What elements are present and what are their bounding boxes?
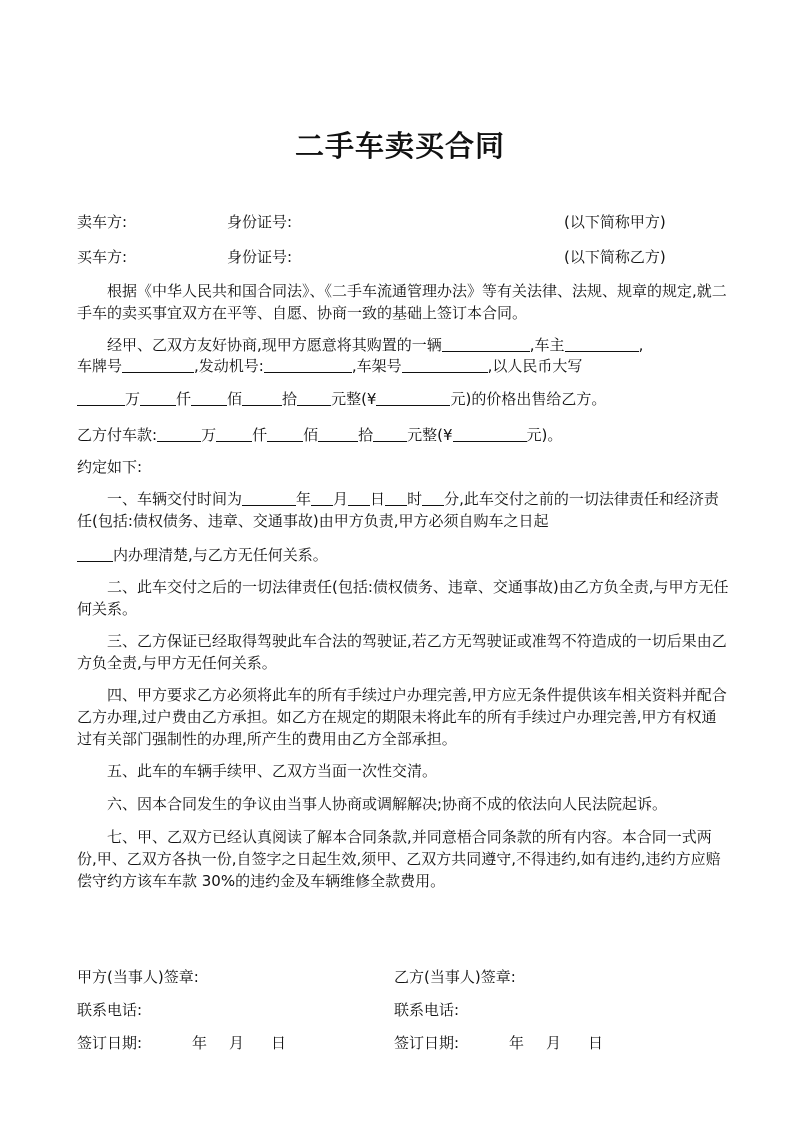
pay-wan: 万: [201, 426, 217, 444]
page-title: 二手车卖买合同: [294, 129, 505, 163]
seller-id-label: 身份证号:: [227, 213, 293, 231]
pay-shi-blank: [318, 425, 358, 442]
price-yuan: 元整(¥: [331, 390, 377, 408]
pay-bai: 佰: [303, 426, 319, 444]
engine-blank: [264, 356, 352, 373]
pay-qian: 仟: [252, 426, 268, 444]
date-day: 日: [271, 1034, 287, 1052]
date-year: 年: [509, 1034, 525, 1052]
date-label: 签订日期:: [77, 1034, 143, 1052]
engine-label: ,发动机号:: [194, 357, 264, 375]
pay-amount-blank: [453, 425, 527, 442]
party-b-signature: 乙方(当事人)签章:: [394, 968, 516, 986]
month-blank: [311, 489, 333, 506]
clause-1-a: 一、车辆交付时间为: [107, 490, 243, 508]
price-yuan-blank: [297, 389, 331, 406]
comma-text: ,: [638, 336, 644, 354]
vehicle-text-a: 经甲、乙双方友好协商,现甲方愿意将其购置的一辆: [107, 336, 442, 354]
seller-label: 卖车方:: [77, 213, 128, 231]
date-month: 月: [229, 1034, 245, 1052]
clause-1-day: 日: [370, 490, 386, 508]
buyer-row: [77, 246, 666, 268]
frame-label: ,车架号: [351, 357, 402, 375]
payment-label: 乙方付车款:: [77, 426, 158, 444]
price-amount-blank: [376, 389, 450, 406]
vehicle-line-2: [77, 355, 582, 377]
date-month: 月: [546, 1034, 562, 1052]
vehicle-line-1: [107, 334, 643, 356]
pay-yuan: 元整(¥: [407, 426, 453, 444]
clause-1-tail: [77, 544, 328, 566]
party-a-signature: 甲方(当事人)签章:: [77, 968, 199, 986]
clause-2: 二、此车交付之后的一切法律责任(包括:债权债务、违章、交通事故)由乙方负全责,与甲方无任何关系。: [77, 578, 729, 618]
buyer-label: 买车方:: [77, 248, 128, 266]
clause-5: 五、此车的车辆手续甲、乙双方当面一次性交清。: [107, 762, 438, 780]
price-bai-blank: [191, 389, 227, 406]
owner-text: ,车主: [529, 336, 565, 354]
plate-blank: [122, 356, 194, 373]
intro-paragraph: 根据《中华人民共和国合同法》、《二手车流通管理办法》等有关法律、法规、规章的规定,就二手车的卖买事宜双方在平等、自愿、协商一致的基础上签订本合同。: [77, 282, 727, 322]
pay-end: 元)。: [526, 426, 563, 444]
date-label: 签订日期:: [394, 1034, 460, 1052]
price-bai: 佰: [227, 390, 243, 408]
clause-1: [77, 488, 729, 532]
rmb-label: ,以人民币大写: [487, 357, 583, 375]
seller-note: (以下简称甲方): [564, 213, 666, 231]
seller-row: [77, 211, 666, 233]
date-day: 日: [588, 1034, 604, 1052]
payment-line: [77, 424, 562, 446]
price-qian-blank: [140, 389, 176, 406]
price-end: 元)的价格出售给乙方。: [450, 390, 607, 408]
agree-heading: 约定如下:: [77, 458, 143, 476]
minute-blank: [422, 489, 444, 506]
clause-1-g: 内办理清楚,与乙方无任何关系。: [113, 546, 328, 564]
buyer-id-label: 身份证号:: [227, 248, 293, 266]
clause-1-year: 年: [296, 490, 312, 508]
price-line: [77, 388, 606, 410]
pay-yuan-blank: [373, 425, 407, 442]
party-b-date: [394, 1032, 624, 1054]
clause-7: 七、甲、乙双方已经认真阅读了解本合同条款,并同意梧合同条款的所有内容。本合同一式两份,甲、乙双方各执一份,自签字之日起生效,须甲、乙双方共同遵守,不得违约,如有违约,违约方应赔偿守约方该车车款 30%的违约金及车辆维修全款费用。: [77, 828, 721, 890]
party-a-date: [77, 1032, 307, 1054]
pay-bai-blank: [267, 425, 303, 442]
date-year: 年: [192, 1034, 208, 1052]
price-shi-blank: [242, 389, 282, 406]
owner-blank: [565, 335, 639, 352]
year-blank: [242, 489, 296, 506]
pay-shi: 拾: [358, 426, 374, 444]
clause-6: 六、因本合同发生的争议由当事人协商或调解解决;协商不成的依法向人民法院起诉。: [107, 795, 668, 813]
clause-1-f: 分,此车交付之前的一切法律责任和经济责任(包括:债权债务、违章、交通事故)由甲方负责,甲方必须自购车之日起: [77, 490, 719, 530]
price-qian: 仟: [176, 390, 192, 408]
buyer-note: (以下简称乙方): [564, 248, 666, 266]
days-blank: [77, 545, 113, 562]
pay-qian-blank: [216, 425, 252, 442]
price-wan: 万: [125, 390, 141, 408]
hour-blank: [385, 489, 407, 506]
plate-label: 车牌号: [77, 357, 123, 375]
day-blank: [348, 489, 370, 506]
frame-blank: [402, 356, 488, 373]
price-shi: 拾: [282, 390, 298, 408]
party-b-phone: 联系电话:: [394, 1001, 460, 1019]
clause-1-hour: 时: [407, 490, 423, 508]
vehicle-blank: [442, 335, 530, 352]
clause-3: 三、乙方保证已经取得驾驶此车合法的驾驶证,若乙方无驾驶证或准驾不符造成的一切后果由乙方负全责,与甲方无任何关系。: [77, 632, 727, 672]
party-a-phone: 联系电话:: [77, 1001, 143, 1019]
clause-1-month: 月: [333, 490, 349, 508]
price-wan-blank: [77, 389, 125, 406]
clause-4: 四、甲方要求乙方必须将此车的所有手续过户办理完善,甲方应无条件提供该车相关资料并配合乙方办理,过户费由乙方承担。如乙方在规定的期限未将此车的所有手续过户办理完善,甲方有权通过有关部门强制性的办理,所产生的费用由乙方全部承担。: [77, 686, 727, 748]
pay-wan-blank: [157, 425, 201, 442]
